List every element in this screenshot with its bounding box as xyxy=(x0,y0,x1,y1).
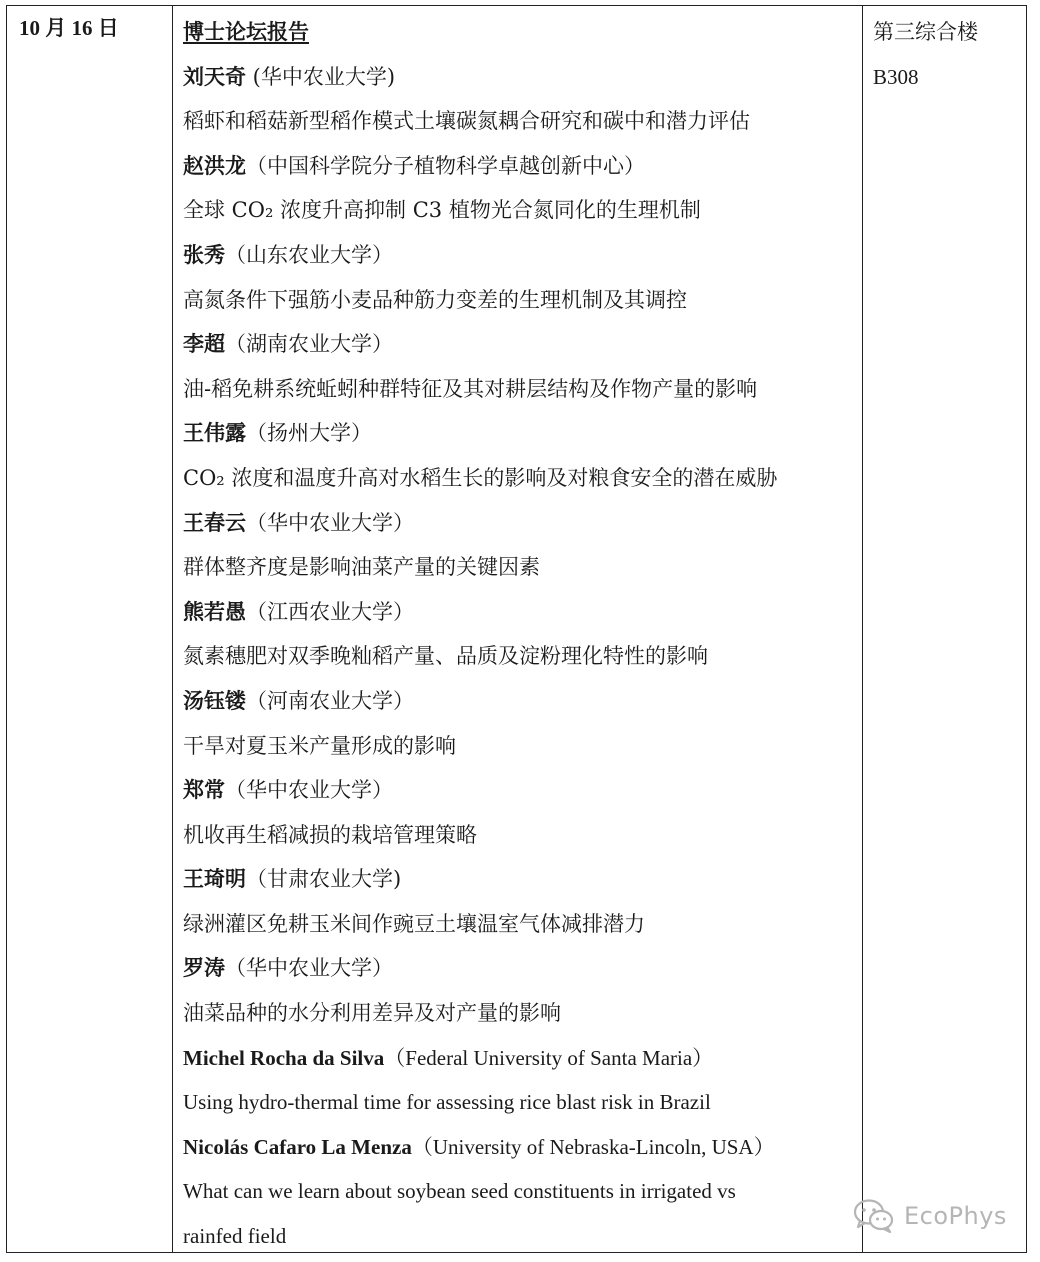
speaker-affiliation: （山东农业大学） xyxy=(225,242,393,267)
speaker-line xyxy=(183,411,853,456)
speaker-affiliation: （河南农业大学） xyxy=(246,688,414,713)
speaker-line xyxy=(183,857,853,902)
talk-title: 高氮条件下强筋小麦品种筋力变差的生理机制及其调控 xyxy=(183,287,687,312)
talk-title: 绿洲灌区免耕玉米间作豌豆土壤温室气体减排潜力 xyxy=(183,911,645,936)
speaker-name: 汤钰镂 xyxy=(183,687,246,713)
speaker-line xyxy=(183,679,853,724)
speaker-line xyxy=(183,590,853,635)
talk-title-continued: rainfed field xyxy=(183,1224,287,1249)
speaker-affiliation: （中国科学院分子植物科学卓越创新中心） xyxy=(246,153,645,178)
watermark xyxy=(852,1196,1007,1236)
speaker-line xyxy=(183,233,853,278)
speaker-affiliation: （江西农业大学） xyxy=(246,599,414,624)
speaker-affiliation: （扬州大学） xyxy=(246,421,372,446)
speaker-line xyxy=(183,1125,853,1170)
speaker-affiliation: （华中农业大学） xyxy=(225,956,393,981)
speaker-name: 郑常 xyxy=(183,777,225,803)
date-cell: 10 月 16 日 xyxy=(19,16,119,40)
talk-title: 油菜品种的水分利用差异及对产量的影响 xyxy=(183,1001,561,1026)
venue-building: 第三综合楼 xyxy=(873,20,978,44)
speaker-line xyxy=(183,1036,853,1081)
speaker-affiliation: （Federal University of Santa Maria） xyxy=(384,1045,714,1070)
speaker-name: 罗涛 xyxy=(183,955,225,981)
venue-cell xyxy=(873,10,978,99)
speaker-affiliation: （University of Nebraska-Lincoln, USA） xyxy=(411,1134,775,1159)
talk-title: 机收再生稻减损的栽培管理策略 xyxy=(183,822,477,847)
speaker-name: 刘天奇 xyxy=(183,63,246,89)
column-divider xyxy=(172,6,173,1252)
speaker-affiliation: （华中农业大学） xyxy=(246,510,414,535)
speaker-affiliation: (华中农业大学) xyxy=(246,64,396,89)
column-divider xyxy=(862,6,863,1252)
speaker-name: Michel Rocha da Silva xyxy=(183,1045,385,1070)
speaker-name: 熊若愚 xyxy=(183,598,246,624)
talk-title: 油-稻免耕系统蚯蚓种群特征及其对耕层结构及作物产量的影响 xyxy=(183,376,758,401)
speaker-line xyxy=(183,55,853,100)
talk-title: Using hydro-thermal time for assessing rice blast risk in Brazil xyxy=(183,1090,711,1115)
talk-title: 干旱对夏玉米产量形成的影响 xyxy=(183,733,456,758)
speaker-line xyxy=(183,144,853,189)
speaker-affiliation: （华中农业大学） xyxy=(225,778,393,803)
speaker-name: 李超 xyxy=(183,331,225,357)
speaker-line xyxy=(183,946,853,991)
speaker-affiliation: （湖南农业大学） xyxy=(225,332,393,357)
program-cell xyxy=(183,10,853,1259)
speaker-name: Nicolás Cafaro La Menza xyxy=(183,1134,412,1159)
speaker-affiliation: （甘肃农业大学) xyxy=(246,867,402,892)
speaker-name: 王琦明 xyxy=(183,866,246,892)
talk-title: CO₂ 浓度和温度升高对水稻生长的影响及对粮食安全的潜在威胁 xyxy=(183,465,778,490)
talk-title: What can we learn about soybean seed constituents in irrigated vs xyxy=(183,1179,736,1204)
speaker-name: 王春云 xyxy=(183,509,246,535)
schedule-table xyxy=(6,5,1027,1253)
speaker-line xyxy=(183,501,853,546)
talk-title: 群体整齐度是影响油菜产量的关键因素 xyxy=(183,555,540,580)
venue-room: B308 xyxy=(873,64,919,89)
speaker-line xyxy=(183,768,853,813)
speaker-name: 赵洪龙 xyxy=(183,152,246,178)
watermark-text: EcoPhys xyxy=(904,1202,1007,1230)
talk-title: 氮素穗肥对双季晚籼稻产量、品质及淀粉理化特性的影响 xyxy=(183,644,708,669)
wechat-icon xyxy=(852,1198,896,1234)
speaker-line xyxy=(183,322,853,367)
talk-title: 稻虾和稻菇新型稻作模式土壤碳氮耦合研究和碳中和潜力评估 xyxy=(183,109,750,134)
section-title: 博士论坛报告 xyxy=(183,19,309,44)
speaker-name: 王伟露 xyxy=(183,420,246,446)
talk-title: 全球 CO₂ 浓度升高抑制 C3 植物光合氮同化的生理机制 xyxy=(183,198,701,223)
speaker-name: 张秀 xyxy=(183,241,225,267)
